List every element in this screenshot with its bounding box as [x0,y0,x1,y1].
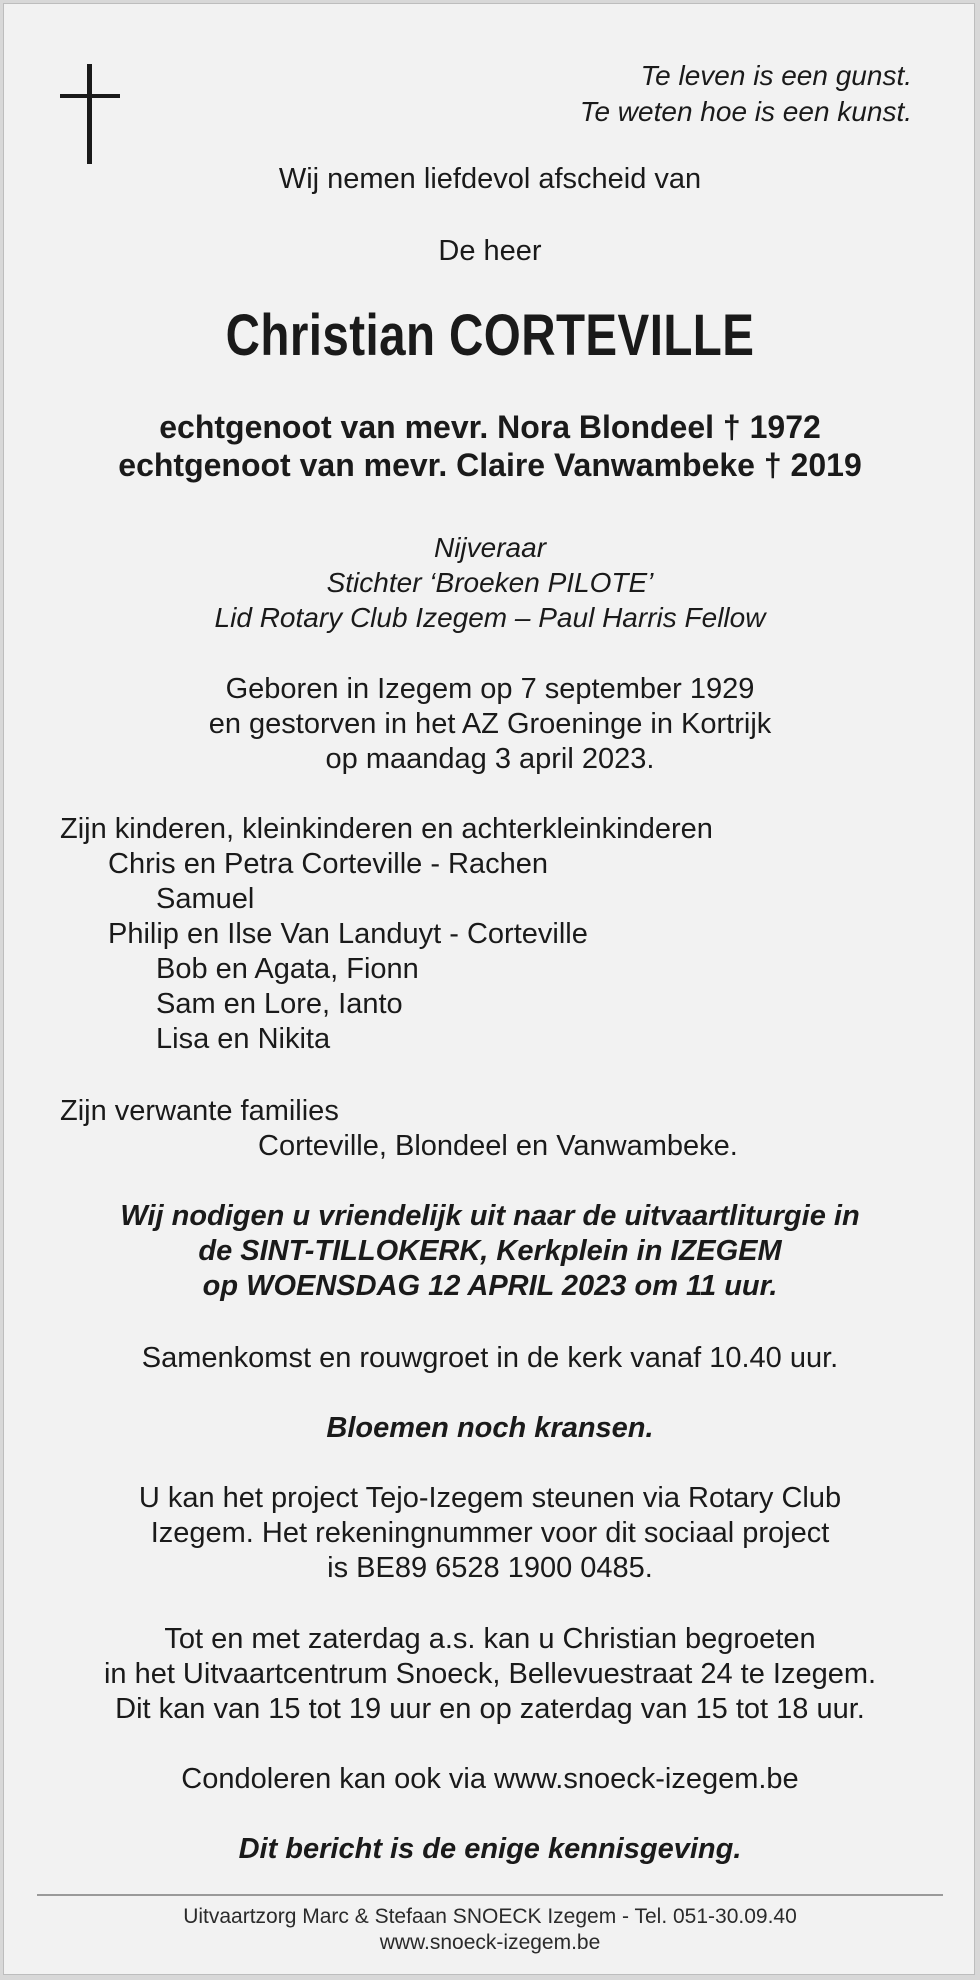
birth-line: Geboren in Izegem op 7 september 1929 [225,673,755,705]
invite-line: Wij nodigen u vriendelijk uit naar de uitvaartliturgie in [120,1200,860,1232]
family-grandchild: Bob en Agata, Fionn [156,953,419,985]
motto-line: Te leven is een gunst. [640,60,912,91]
obituary-card [3,3,975,1975]
family-child: Philip en Ilse Van Landuyt - Corteville [108,918,588,950]
project-line: Izegem. Het rekeningnummer voor dit sociaal project [150,1517,830,1549]
birth-death-info [4,672,976,777]
cross-icon [60,64,120,164]
relatives [60,1094,738,1164]
spouse-line: echtgenoot van mevr. Claire Vanwambeke † 2019 [118,447,862,483]
motto-line: Te weten hoe is een kunst. [579,96,912,127]
meeting-info: Samenkomst en rouwgroet in de kerk vanaf 10.40 uur. [141,1342,839,1374]
condolence-info: Condoleren kan ook via www.snoeck-izegem.be [181,1763,799,1795]
role-line: Lid Rotary Club Izegem – Paul Harris Fellow [214,602,766,633]
family-child: Chris en Petra Corteville - Rachen [108,848,549,880]
birth-line: op maandag 3 april 2023. [325,743,655,775]
funeral-home-website: www.snoeck-izegem.be [379,1931,601,1954]
intro-text: Wij nemen liefdevol afscheid van [278,163,702,195]
funeral-home-contact: Uitvaartzorg Marc & Stefaan SNOECK Izegem - Tel. 051-30.09.40 [183,1905,797,1928]
role-line: Nijveraar [433,532,547,563]
birth-line: en gestorven in het AZ Groeninge in Kortrijk [208,708,772,740]
only-notice: Dit bericht is de enige kennisgeving. [238,1833,742,1865]
relatives-names: Corteville, Blondeel en Vanwambeke. [258,1130,738,1162]
flowers-note: Bloemen noch kransen. [326,1412,654,1444]
invite-line: de SINT-TILLOKERK, Kerkplein in IZEGEM [198,1235,782,1267]
invite-line: op WOENSDAG 12 APRIL 2023 om 11 uur. [202,1270,778,1302]
deceased-name: Christian CORTEVILLE [225,303,755,368]
honorific: De heer [438,235,542,267]
project-line: U kan het project Tejo-Izegem steunen via Rotary Club [138,1482,842,1514]
relatives-heading: Zijn verwante families [60,1095,339,1127]
motto [580,58,912,130]
visit-line: Dit kan van 15 tot 19 uur en op zaterdag van 15 tot 18 uur. [115,1693,865,1725]
visitation-info [4,1622,976,1727]
funeral-invitation [4,1199,976,1304]
roles [4,530,976,635]
family-list [60,812,713,1057]
visit-line: Tot en met zaterdag a.s. kan u Christian begroeten [164,1623,816,1655]
role-line: Stichter ‘Broeken PILOTE’ [326,567,654,598]
family-heading: Zijn kinderen, kleinkinderen en achterkleinkinderen [60,813,713,845]
visit-line: in het Uitvaartcentrum Snoeck, Bellevuestraat 24 te Izegem. [103,1658,877,1690]
spouse-line: echtgenoot van mevr. Nora Blondeel † 1972 [159,409,821,445]
footer [4,1904,976,1956]
family-grandchild: Sam en Lore, Ianto [156,988,403,1020]
family-grandchild: Lisa en Nikita [156,1023,331,1055]
family-grandchild: Samuel [156,883,255,915]
spouses [4,408,976,484]
charity-project [4,1481,976,1586]
footer-divider [37,1894,943,1896]
project-line: is BE89 6528 1900 0485. [327,1552,653,1584]
